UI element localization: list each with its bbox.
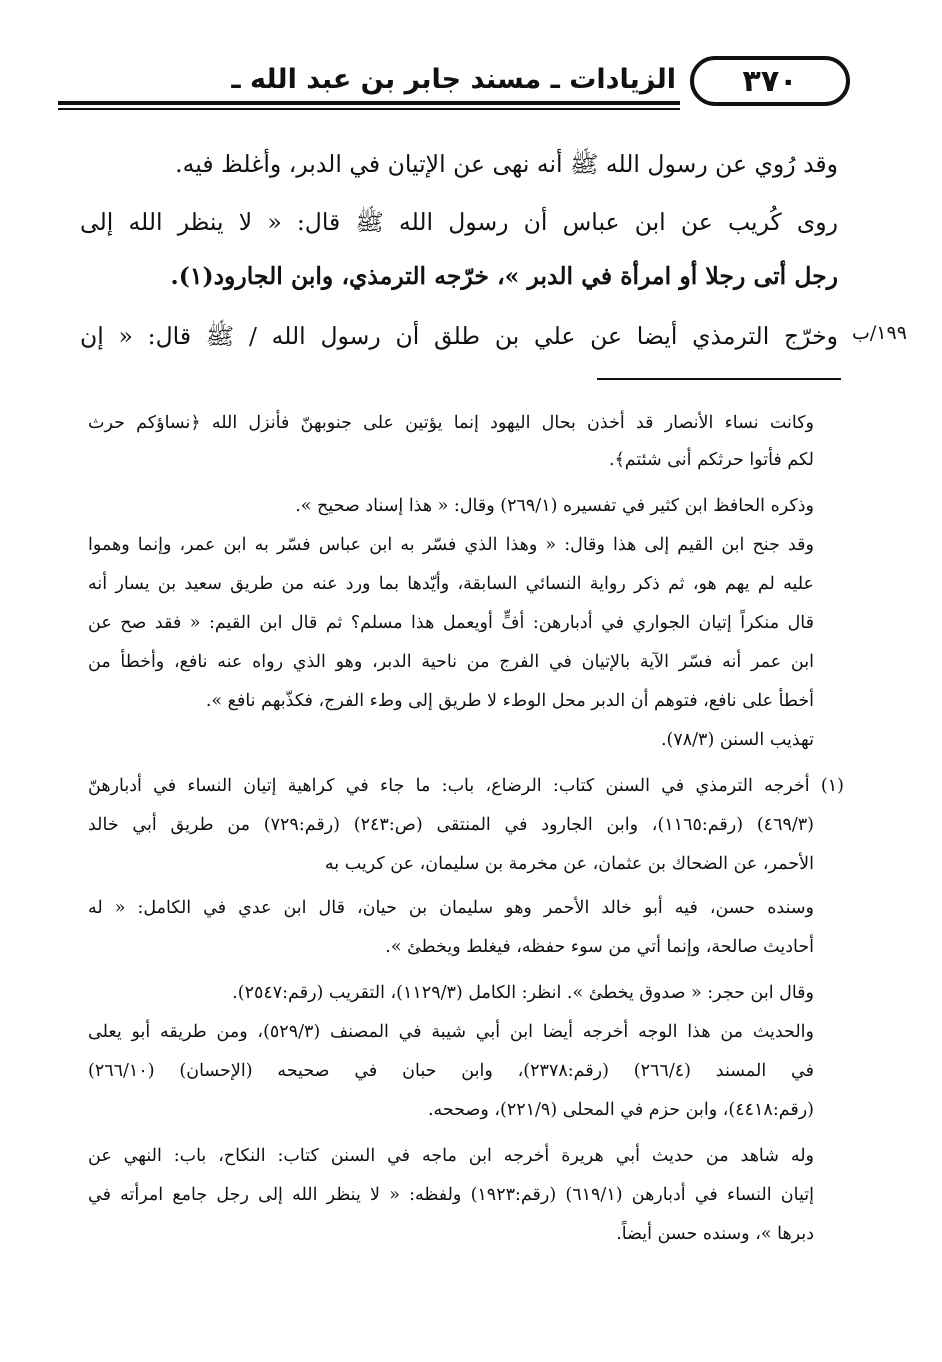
footnote-line: تهذيب السنن (٧٨/٣).	[660, 730, 814, 750]
footnote-line: قال منكراً إتيان الجواري في أدبارهن: أفٍّ أويعمل هذا مسلم؟ ثم قال ابن القيم: « فقد صح عن	[88, 613, 814, 633]
footnote-line: إتيان النساء في أدبارهن (٦١٩/١) (رقم:١٩٢٣) ولفظه: « لا ينظر الله إلى رجل جامع امرأته في	[88, 1185, 815, 1205]
manuscript-folio-note: ١٩٩/ب	[852, 322, 907, 344]
footnote-line: أحاديث صالحة، وإنما أتي من سوء حفظه، فيغلط ويخطئ ».	[385, 937, 814, 957]
main-line-1: وقد رُوي عن رسول الله ﷺ أنه نهى عن الإتيان في الدبر، وأغلظ فيه.	[175, 150, 838, 178]
main-line-3: رجل أتى رجلا أو امرأة في الدبر »، خرّجه الترمذي، وابن الجارود(١).	[170, 262, 838, 290]
header-rule	[58, 101, 680, 105]
footnote-line: الأحمر، عن الضحاك بن عثمان، عن مخرمة بن سليمان، عن كريب به	[324, 854, 814, 874]
footnote-line: (٤٦٩/٣) (رقم:١١٦٥)، وابن الجارود في المنتقى (ص:٢٤٣) (رقم:٧٢٩) من طريق أبي خالد	[88, 815, 814, 835]
footnote-line: وذكره الحافظ ابن كثير في تفسيره (٢٦٩/١) وقال: « هذا إسناد صحيح ».	[295, 496, 814, 516]
running-title: الزيادات ـ مسند جابر بن عبد الله ـ	[231, 64, 676, 95]
footnote-line: (١) أخرجه الترمذي في السنن كتاب: الرضاع، باب: ما جاء في كراهية إتيان النساء في أدبارهنّ	[88, 776, 844, 796]
footnote-line: ابن عمر أنه فسّر الآية بالإتيان في الفرج من ناحية الدبر، وهو الذي رواه عنه نافع، وأخطأ من	[88, 652, 814, 672]
footnote-line: عليه لم يهم هو، ثم ذكر رواية النسائي السابقة، وأيّدها بما ورد عنه من طريق سعيد بن يسار أنه	[88, 574, 814, 594]
header-rule-thin	[58, 108, 680, 110]
footnote-line: (رقم:٤٤١٨)، وابن حزم في المحلى (٢٢١/٩)، وصححه.	[427, 1100, 814, 1120]
footnote-line: دبرها »، وسنده حسن أيضاً.	[616, 1224, 814, 1244]
footnote-line: وقد جنح ابن القيم إلى هذا وقال: « وهذا الذي فسّر به ابن عباس فسّر به ابن عمر، وإنما وهموا	[88, 535, 814, 555]
main-line-4: وخرّج الترمذي أيضا عن علي بن طلق أن رسول الله / ﷺ قال: « إن	[80, 322, 838, 350]
footnote-line: وسنده حسن، فيه أبو خالد الأحمر وهو سليمان بن حيان، قال ابن عدي في الكامل: « له	[88, 898, 814, 918]
footnote-line: وله شاهد من حديث أبي هريرة أخرجه ابن ماجه في السنن كتاب: النكاح، باب: النهي عن	[88, 1146, 814, 1166]
footnote-line: أخطأ على نافع، فتوهم أن الدبر محل الوطء لا طريق إلى وطء الفرج، فكذّبهم نافع ».	[205, 691, 814, 711]
footnote-line: في المسند (٢٦٦/٤) (رقم:٢٣٧٨)، وابن حبان في صحيحه (الإحسان) (٢٦٦/١٠)	[88, 1061, 815, 1081]
footnote-line: والحديث من هذا الوجه أخرجه أيضا ابن أبي شيبة في المصنف (٥٢٩/٣)، ومن طريقه أبو يعلى	[88, 1022, 814, 1042]
page-number: ٣٧٠	[690, 56, 850, 106]
page-header	[58, 56, 868, 116]
footnote-line: وقال ابن حجر: « صدوق يخطئ ». انظر: الكامل (١١٢٩/٣)، التقريب (رقم:٢٥٤٧).	[232, 983, 814, 1003]
footnote-line: لكم فأتوا حرثكم أنى شئتم﴾.	[608, 450, 814, 470]
main-line-2: روى كُريب عن ابن عباس أن رسول الله ﷺ قال: « لا ينظر الله إلى	[80, 208, 838, 236]
footnote-line: وكانت نساء الأنصار قد أخذن بحال اليهود إنما يؤتين على جنوبهنّ فأنزل الله ﴿نساؤكم حرث	[88, 413, 814, 433]
footnote-separator	[597, 378, 841, 380]
